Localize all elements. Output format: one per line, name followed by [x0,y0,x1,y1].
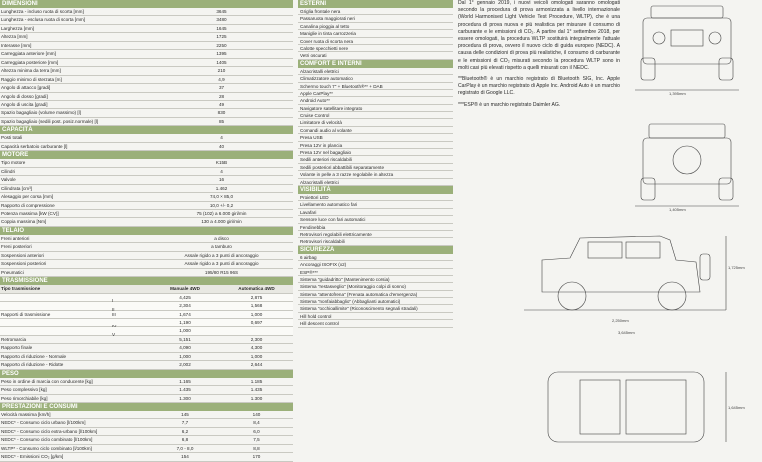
cell-label: Pneumatici [0,268,150,276]
rear-width-dimension: 1,405mm [669,207,686,212]
cell-value: 1725 [150,33,293,41]
cell-value: 37 [150,84,293,92]
list-item: Calotte specchietti nere [298,45,453,52]
table-row [0,318,293,326]
table-row [0,92,293,100]
cell-value: 1405 [150,58,293,66]
list-item: Hill hold control [298,313,453,320]
cell-value: 1395 [150,50,293,58]
cell-label: Peso rimorchiabile [kg] [0,394,150,402]
table-row [0,378,293,386]
cell-label: Rapporto finale [0,344,150,352]
list-item: Cover ruota di scorta nera [298,38,453,45]
table-peso [0,378,293,403]
table-row [0,436,293,444]
list-item: Volante in pelle a 3 razze regolabile in altezza [298,171,453,178]
table-prestazioni [0,411,293,462]
list-item: Android Auto** [298,97,453,104]
table-row [0,58,293,66]
cell-label: Freni posteriori [0,243,150,251]
list-item: 6 airbag [298,254,453,261]
list-item: Proiettori LED [298,194,453,201]
cell-auto: 0,697 [220,318,293,326]
front-view-drawing [635,6,739,90]
cell-label [0,293,150,301]
cell-label: Peso in ordine di marcia con conducente [kg] [0,378,150,386]
table-motore [0,159,293,227]
table-row [0,444,293,452]
cell-label [0,310,150,318]
list-item: Navigatore satellitare integrato [298,105,453,112]
cell-value: 85 [150,117,293,125]
cell-manual: 6,8 [150,436,220,444]
cell-auto: 4,300 [220,344,293,352]
cell-value: 4 [150,167,293,175]
cell-auto: 6,0 [220,427,293,435]
cell-label: Angolo di attacco [gradi] [0,84,150,92]
section-header-visibilita: VISIBILITÀ [298,186,453,194]
cell-label: Altezza [mm] [0,33,150,41]
cell-manual: 7,7 [150,419,220,427]
section-header-esterni: ESTERNI [298,0,453,8]
cell-value: 74,0 × 85,0 [150,193,293,201]
cell-auto: 1,568 [220,302,293,310]
list-item: Sistema "restasveglio" (Monitoraggio colpi di sonno) [298,283,453,290]
cell-label: Velocità massima [km/h] [0,411,150,419]
list-item: Retrovisori riscaldabili [298,238,453,245]
cell-value: a tamburo [150,243,293,251]
table-row [0,41,293,49]
top-width-dimension: 1,645mm [728,405,745,410]
table-row [0,33,293,41]
table-row [0,134,293,142]
cell-label: NEDC* - Consumo ciclo extra-urbano [l/100km] [0,427,150,435]
list-item: Canalina pioggia al tetto [298,23,453,30]
cell-value: 195/80 R15 96S [150,268,293,276]
cell-auto [220,327,293,335]
table-row [0,142,293,150]
cell-auto: Automatica 4WD [220,285,293,293]
cell-label: Spazio bagagliaio (volume massimo) [l] [0,109,150,117]
trademark-note: **Bluetooth® è un marchio registrato di Bluetooth SIG, Inc. Apple CarPlay è un marchio registrato di Apple Inc. Android Auto è un marchio registrato di Google LLC. [458,76,620,97]
cell-label: Retromarcia [0,335,150,343]
cell-label: Interasse [mm] [0,41,150,49]
list-item: Fendinebbia [298,224,453,231]
section-header-motore: MOTORE [0,151,293,159]
table-row [0,260,293,268]
table-row [0,285,293,293]
table-row [0,411,293,419]
cell-label: Tipo motore [0,159,150,167]
section-header-peso: PESO [0,370,293,378]
gear-number: V [112,332,116,338]
section-header-trasmissione: TRASMISSIONE [0,277,293,285]
table-row [0,75,293,83]
table-dimensioni [0,8,293,126]
cell-manual: 1.300 [150,394,220,402]
list-item: Sistema "attentofrena" (Frenata automatica d'emergenza) [298,291,453,298]
cell-value: 49 [150,100,293,108]
list-item: Sedili anteriori riscaldabili [298,156,453,163]
wltp-note: Dal 1° gennaio 2019, i nuovi veicoli omologati saranno omologati secondo la procedura di prova armonizzata a livello internazionale (World Harmonised Light Vehicle Test Procedure, WLTP), che è una procedura di prova nuova e più realistica per misurare il consumo di carburante e le emissioni di CO₂. A partire dal 1° settembre 2018, per essere omologati, la procedura WLTP sostituirà integralmente l'attuale procedura di prova, ovvero il nuovo ciclo di guida europeo (NEDC). A causa delle condizioni di prova più realistiche, il consumo di carburante e le emissioni di CO₂ misurati secondo la procedura WLTP sono in molti casi più elevati rispetto a quelli misurati con il NEDC. [458,0,620,71]
side-view-drawing [524,236,726,310]
section-header-prestazioni: PRESTAZIONI E CONSUMI [0,403,293,411]
cell-auto: 1.185 [220,378,293,386]
cell-auto: 1.300 [220,394,293,402]
table-row [0,251,293,259]
table-row [0,100,293,108]
cell-value: 4,9 [150,75,293,83]
table-row [0,201,293,209]
table-row [0,235,293,243]
list-item: Vetri oscurati [298,52,453,59]
table-row [0,386,293,394]
cell-manual: Manuale 4WD [150,285,220,293]
list-item: Presa USB [298,134,453,141]
cell-label: Larghezza [mm] [0,24,150,32]
cell-value: 830 [150,109,293,117]
table-row [0,344,293,352]
gear-number: III [112,311,116,317]
cell-value: 28 [150,92,293,100]
cell-label: Cilindri [0,167,150,175]
cell-label: Spazio bagagliaio (sedili post. posiz.normale) [l] [0,117,150,125]
list-item: Sedili posteriori abbattibili separatamente [298,164,453,171]
table-row [0,293,293,301]
cell-manual: 1,000 [150,352,220,360]
front-width-dimension: 1,395mm [669,91,686,96]
list-item: Limitatore di velocità [298,119,453,126]
cell-value: K15B [150,159,293,167]
table-row [0,184,293,192]
cell-label: Posti totali [0,134,150,142]
rapporti-label: Rapporti di trasmissione [1,311,51,317]
cell-manual: 2,002 [150,361,220,369]
table-row [0,310,293,318]
list-item: Comandi audio al volante [298,127,453,134]
cell-manual: 4,090 [150,344,220,352]
cell-label: Cilindrata [cm³] [0,184,150,192]
cell-label: NEDC* - Consumo ciclo combinato [l/100km] [0,436,150,444]
cell-label: Angolo di uscita [gradi] [0,100,150,108]
table-row [0,335,293,343]
cell-manual: 154 [150,453,220,461]
list-item: Alzacristalli elettrici [298,179,453,186]
cell-auto: 7,5 [220,436,293,444]
cell-manual: 145 [150,411,220,419]
list-item: Lavafari [298,209,453,216]
cell-manual: 4,425 [150,293,220,301]
table-row [0,159,293,167]
list-item: Sistema "nonfaiabbaglio" (Abbaglianti automatici) [298,298,453,305]
list-item: ESP®*** [298,269,453,276]
table-row [0,193,293,201]
cell-auto: 1,000 [220,310,293,318]
spec-column-equipment [298,0,453,456]
table-capacita [0,134,293,151]
table-row [0,394,293,402]
section-header-dimensioni: DIMENSIONI [0,0,293,8]
table-row [0,209,293,217]
cell-label: Peso complessivo [kg] [0,386,150,394]
list-item: Apple CarPlay** [298,90,453,97]
cell-value: 75 (102) a 6.000 giri/min [150,209,293,217]
table-row [0,176,293,184]
cell-value: 1645 [150,24,293,32]
cell-value: Assale rigido a 3 punti di ancoraggio [150,251,293,259]
cell-value: Assale rigido a 3 punti di ancoraggio [150,260,293,268]
table-row [0,16,293,24]
cell-label: Carreggiata posteriore [mm] [0,58,150,66]
cell-manual: 2,304 [150,302,220,310]
table-row [0,218,293,226]
table-row [0,427,293,435]
table-row [0,361,293,369]
list-item: Passaruota maggiorati neri [298,15,453,22]
cell-label: Rapporto di riduzione - Ridotte [0,361,150,369]
cell-label: Lunghezza - incluso ruota di scorta [mm] [0,8,150,16]
cell-auto: 2,300 [220,335,293,343]
cell-label: Capacità serbatoio carburante [l] [0,142,150,150]
list-item: Maniglie in tinta carrozzeria [298,30,453,37]
list-item: Ancoraggi ISOFIX (x2) [298,261,453,268]
cell-value: 130 a 4.000 giri/min [150,218,293,226]
cell-label: Sospensioni anteriori [0,251,150,259]
cell-manual: 1,000 [150,327,220,335]
section-header-comfort: COMFORT E INTERNI [298,60,453,68]
height-dimension: 1,725mm [728,265,745,270]
table-row [0,453,293,461]
cell-label: Lunghezza - esclusa ruota di scorta [mm] [0,16,150,24]
list-item: Hill descent control [298,320,453,327]
spec-column-left [0,0,293,460]
section-header-capacita: CAPACITÀ [0,126,293,134]
list-item: Presa 12V nel bagagliaio [298,149,453,156]
cell-value: 1.462 [150,184,293,192]
cell-value: 4 [150,134,293,142]
table-row [0,109,293,117]
section-header-sicurezza: SICUREZZA [298,246,453,254]
cell-label: Freni anteriori [0,235,150,243]
cell-value: 16 [150,176,293,184]
cell-auto: 1.435 [220,386,293,394]
cell-manual: 1,674 [150,310,220,318]
cell-label: Raggio minimo di sterzata [m] [0,75,150,83]
cell-auto: 2,644 [220,361,293,369]
cell-label: Rapporto di riduzione - Normale [0,352,150,360]
cell-value: 2250 [150,41,293,49]
cell-manual: 1.165 [150,378,220,386]
table-telaio [0,235,293,277]
list-item: Livellamento automatico fari [298,201,453,208]
list-item: Sistema "guidadritto" (Mantenimento corsia) [298,276,453,283]
list-item: Presa 12V in plancia [298,142,453,149]
list-item: Sistema "occhioallimite" (Riconoscimento segnali stradali) [298,305,453,312]
cell-auto: 2,875 [220,293,293,301]
table-row [0,419,293,427]
cell-label: NEDC* - Consumo ciclo urbano [l/100km] [0,419,150,427]
table-row [0,117,293,125]
side-and-top-drawings [520,220,762,456]
cell-auto: 170 [220,453,293,461]
wheelbase-dimension: 2,250mm [612,318,629,323]
table-trasmissione [0,285,293,370]
cell-manual: 1,190 [150,318,220,326]
list-item: Alzacristalli elettrici [298,68,453,75]
table-row [0,167,293,175]
cell-label: Valvole [0,176,150,184]
cell-label: Alesaggio per corsa [mm] [0,193,150,201]
cell-label [0,302,150,310]
cell-label: WLTP* - Consumo ciclo combinato [l/100km] [0,444,150,452]
cell-label: Angolo di dosso [gradi] [0,92,150,100]
cell-value: 10,0 +/- 0,2 [150,201,293,209]
cell-value: 3480 [150,16,293,24]
cell-manual: 5,151 [150,335,220,343]
section-header-telaio: TELAIO [0,227,293,235]
cell-label: Rapporto di compressione [0,201,150,209]
rear-view-drawing [635,124,739,206]
list-item: Schermo touch 7" + Bluetooth®** + DAB [298,83,453,90]
cell-auto: 140 [220,411,293,419]
list-item: Cruise Control [298,112,453,119]
list-item: Retrovisori regolabili elettricamente [298,231,453,238]
cell-value: 40 [150,142,293,150]
length-dimension: 3,645mm [618,330,635,335]
list-item: Climatizzatore automatico [298,75,453,82]
cell-label: Coppia massima [Nm] [0,218,150,226]
list-item: Griglia frontale nera [298,8,453,15]
table-row [0,24,293,32]
cell-auto: 8,8 [220,444,293,452]
cell-label [0,327,150,338]
table-row [0,268,293,276]
cell-label [0,318,150,326]
cell-label: Sospensioni posteriori [0,260,150,268]
cell-label: Potenza massima [kW (CV)] [0,209,150,217]
cell-manual: 6,2 [150,427,220,435]
cell-label: Altezza minima da terra [mm] [0,67,150,75]
table-row [0,8,293,16]
top-view-drawing [548,372,726,442]
table-row [0,327,293,335]
cell-value: a disco [150,235,293,243]
table-row [0,84,293,92]
cell-label: Carreggiata anteriore [mm] [0,50,150,58]
cell-value: 3645 [150,8,293,16]
table-row [0,352,293,360]
esp-note: ***ESP® è un marchio registrato Daimler AG. [458,101,561,108]
table-row [0,302,293,310]
list-item: Sensore luce con fari automatici [298,216,453,223]
table-row [0,67,293,75]
cell-value: 210 [150,67,293,75]
cell-auto: 8,4 [220,419,293,427]
cell-manual: 7,0 - 8,0 [150,444,220,452]
cell-label: Tipo trasmissione [0,285,150,293]
cell-auto: 1,000 [220,352,293,360]
cell-label: NEDC* - Emissioni CO₂ [g/km] [0,453,150,461]
table-row [0,50,293,58]
table-row [0,243,293,251]
cell-manual: 1.435 [150,386,220,394]
